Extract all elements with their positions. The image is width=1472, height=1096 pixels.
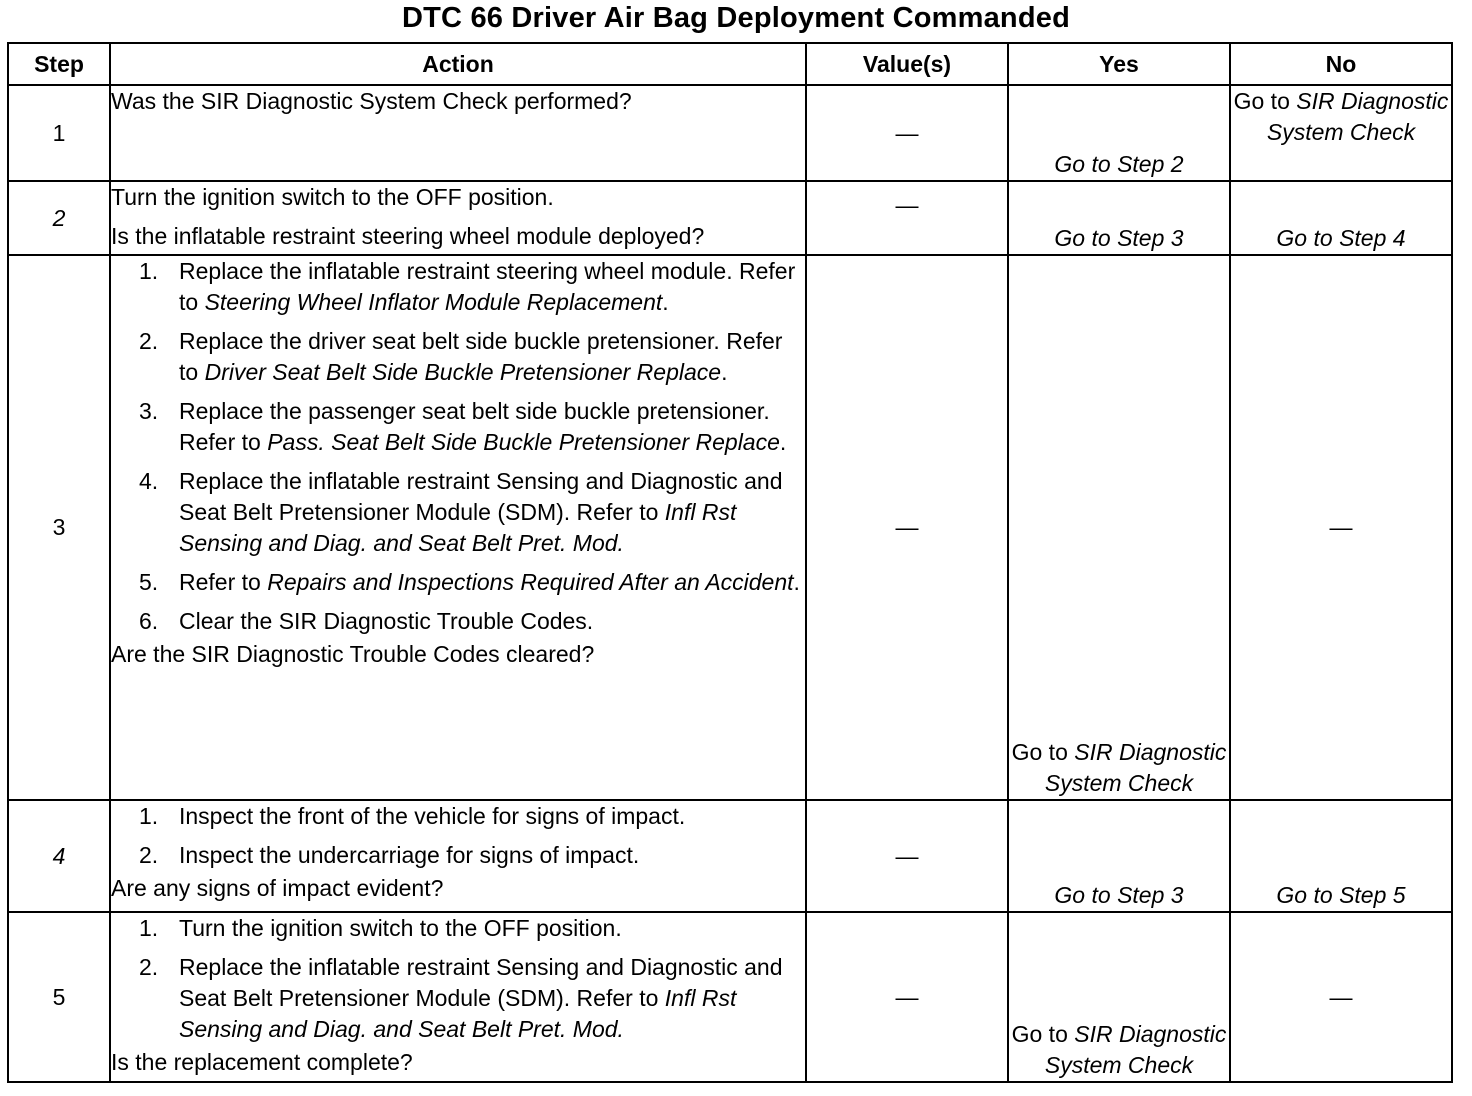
action-step: 6. Clear the SIR Diagnostic Trouble Codes. (139, 608, 594, 634)
action-cell (110, 181, 806, 255)
diagnostic-table (7, 42, 1453, 1083)
yes-cell (1008, 800, 1230, 912)
value-cell (806, 181, 1008, 255)
yes-cell (1008, 255, 1230, 800)
document-title: DTC 66 Driver Air Bag Deployment Commanded (401, 2, 1071, 34)
action-step: 2. Replace the inflatable restraint Sensing and Diagnostic and Seat Belt Pretensioner Module (SDM). Refer to Infl Rst Sensing and Diag. and Seat Belt Pret. Mod. (139, 954, 783, 1042)
value-dash: — (895, 983, 919, 1010)
action-step: 2. Inspect the undercarriage for signs of impact. (139, 842, 640, 868)
step-number: 1 (8, 85, 110, 181)
reference-link[interactable]: Pass. Seat Belt Side Buckle Pretensioner Replace (267, 429, 780, 455)
action-step: 1. Replace the inflatable restraint steering wheel module. Refer to Steering Wheel Inflator Module Replacement. (139, 258, 796, 315)
yes-link[interactable]: Go to Step 3 (1054, 882, 1184, 908)
yes-cell (1008, 85, 1230, 181)
action-step: 1. Turn the ignition switch to the OFF position. (139, 915, 622, 941)
no-cell (1230, 85, 1452, 181)
no-dash: — (1329, 983, 1353, 1010)
table-row (8, 85, 1452, 181)
no-dash: — (1329, 514, 1353, 540)
action-step-list (111, 256, 805, 637)
value-cell (806, 255, 1008, 800)
value-cell (806, 800, 1008, 912)
no-link[interactable]: Go to Step 4 (1276, 225, 1406, 251)
yes-link[interactable]: Go to Step 3 (1054, 225, 1184, 251)
action-instruction: Turn the ignition switch to the OFF position. (111, 184, 554, 210)
action-cell (110, 912, 806, 1082)
reference-link[interactable]: Steering Wheel Inflator Module Replacement (204, 289, 663, 315)
no-cell (1230, 912, 1452, 1082)
value-cell (806, 85, 1008, 181)
action-question: Are the SIR Diagnostic Trouble Codes cleared? (111, 641, 595, 667)
yes-link[interactable]: SIR Diagnostic System Check (1044, 1021, 1227, 1078)
step-number: 2 (8, 181, 110, 255)
reference-link[interactable]: Repairs and Inspections Required After an Accident (267, 569, 794, 595)
action-step: 3. Replace the passenger seat belt side buckle pretensioner. Refer to Pass. Seat Belt Side Buckle Pretensioner Replace. (139, 398, 787, 455)
no-cell (1230, 800, 1452, 912)
no-link[interactable]: SIR Diagnostic System Check (1266, 88, 1449, 145)
yes-link-prefix: Go to (1011, 739, 1075, 765)
header-yes: Yes (1008, 43, 1230, 85)
action-step: 5. Refer to Repairs and Inspections Required After an Accident. (139, 569, 800, 595)
table-row (8, 912, 1452, 1082)
value-dash: — (895, 192, 919, 218)
action-question: Are any signs of impact evident? (111, 875, 444, 901)
action-step-list (111, 801, 805, 871)
step-number: 3 (8, 255, 110, 800)
value-dash: — (895, 514, 919, 540)
header-no: No (1230, 43, 1452, 85)
reference-link[interactable]: Driver Seat Belt Side Buckle Pretensioner Replace (204, 359, 722, 385)
step-number: 5 (8, 912, 110, 1082)
yes-cell (1008, 181, 1230, 255)
table-row (8, 255, 1452, 800)
yes-cell (1008, 912, 1230, 1082)
action-step: 4. Replace the inflatable restraint Sensing and Diagnostic and Seat Belt Pretensioner Module (SDM). Refer to Infl Rst Sensing and Diag. and Seat Belt Pret. Mod. (139, 468, 783, 556)
value-dash: — (895, 842, 919, 869)
action-step: 1. Inspect the front of the vehicle for signs of impact. (139, 803, 686, 829)
reference-link[interactable]: Infl Rst Sensing and Diag. and Seat Belt Pret. Mod. (179, 985, 737, 1042)
action-question: Was the SIR Diagnostic System Check performed? (111, 88, 632, 114)
yes-link[interactable]: Go to Step 2 (1054, 151, 1184, 177)
table-row (8, 181, 1452, 255)
action-cell (110, 255, 806, 800)
no-link-prefix: Go to (1233, 88, 1297, 114)
action-cell (110, 800, 806, 912)
value-dash: — (895, 119, 919, 146)
action-step-list (111, 913, 805, 1045)
action-question: Is the replacement complete? (111, 1049, 413, 1075)
reference-link[interactable]: Infl Rst Sensing and Diag. and Seat Belt Pret. Mod. (179, 499, 737, 556)
action-cell (110, 85, 806, 181)
yes-link[interactable]: SIR Diagnostic System Check (1044, 739, 1227, 796)
table-header-row (8, 43, 1452, 85)
table-row (8, 800, 1452, 912)
header-step: Step (8, 43, 110, 85)
value-cell (806, 912, 1008, 1082)
header-values: Value(s) (806, 43, 1008, 85)
header-action: Action (110, 43, 806, 85)
step-number: 4 (8, 800, 110, 912)
action-question: Is the inflatable restraint steering wheel module deployed? (111, 223, 705, 249)
no-cell (1230, 255, 1452, 800)
no-cell (1230, 181, 1452, 255)
no-link[interactable]: Go to Step 5 (1276, 882, 1406, 908)
action-step: 2. Replace the driver seat belt side buckle pretensioner. Refer to Driver Seat Belt Side Buckle Pretensioner Replace. (139, 328, 783, 385)
yes-link-prefix: Go to (1011, 1021, 1075, 1047)
